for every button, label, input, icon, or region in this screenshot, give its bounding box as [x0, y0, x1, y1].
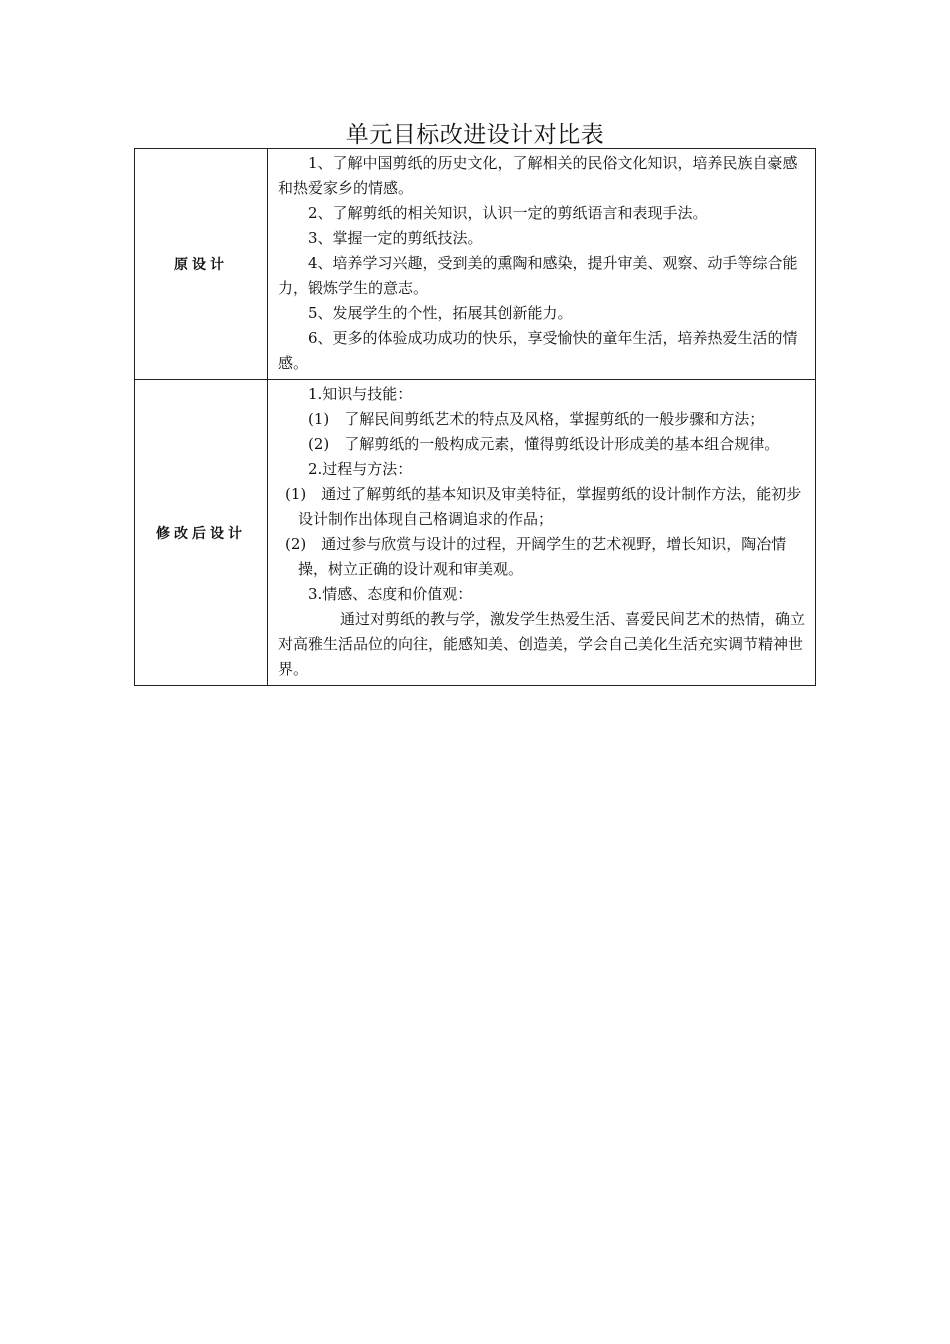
- revised-design-content: [268, 380, 816, 686]
- original-goal-6: 6、更多的体验成功成功的快乐，享受愉快的童年生活，培养热爱生活的情感。: [278, 329, 798, 372]
- original-design-content: [268, 149, 816, 380]
- original-goal-1: 1、了解中国剪纸的历史文化，了解相关的民俗文化知识，培养民族自豪感和热爱家乡的情感。: [278, 154, 798, 197]
- section-heading-values: 3.情感、态度和价值观：: [308, 585, 473, 603]
- values-paragraph: 通过对剪纸的教与学，激发学生热爱生活、喜爱民间艺术的热情，确立对高雅生活品位的向往，能感知美、创造美，学会自己美化生活充实调节精神世界。: [278, 610, 806, 678]
- knowledge-item-2: (2) 了解剪纸的一般构成元素，懂得剪纸设计形成美的基本组合规律。: [308, 435, 780, 453]
- section-heading-knowledge: 1.知识与技能：: [308, 385, 413, 403]
- process-item-2: (2) 通过参与欣赏与设计的过程，开阔学生的艺术视野，增长知识，陶冶情操，树立正确的设计观和审美观。: [285, 535, 787, 578]
- knowledge-item-1: (1) 了解民间剪纸艺术的特点及风格，掌握剪纸的一般步骤和方法；: [308, 410, 765, 428]
- original-goal-3: 3、掌握一定的剪纸技法。: [308, 229, 483, 247]
- table-row-original: [135, 149, 816, 380]
- comparison-table: [134, 148, 816, 686]
- document-title: 单元目标改进设计对比表: [345, 122, 605, 148]
- original-goal-4: 4、培养学习兴趣，受到美的熏陶和感染，提升审美、观察、动手等综合能力，锻炼学生的意志。: [278, 254, 798, 297]
- table-row-revised: [135, 380, 816, 686]
- original-goal-2: 2、了解剪纸的相关知识，认识一定的剪纸语言和表现手法。: [308, 204, 708, 222]
- section-heading-process: 2.过程与方法：: [308, 460, 413, 478]
- revised-design-label: 修改后设计: [135, 380, 268, 686]
- process-item-1: (1) 通过了解剪纸的基本知识及审美特征，掌握剪纸的设计制作方法，能初步设计制作出体现自己格调追求的作品；: [285, 485, 802, 528]
- original-design-label: 原设计: [135, 149, 268, 380]
- original-goal-5: 5、发展学生的个性，拓展其创新能力。: [308, 304, 573, 322]
